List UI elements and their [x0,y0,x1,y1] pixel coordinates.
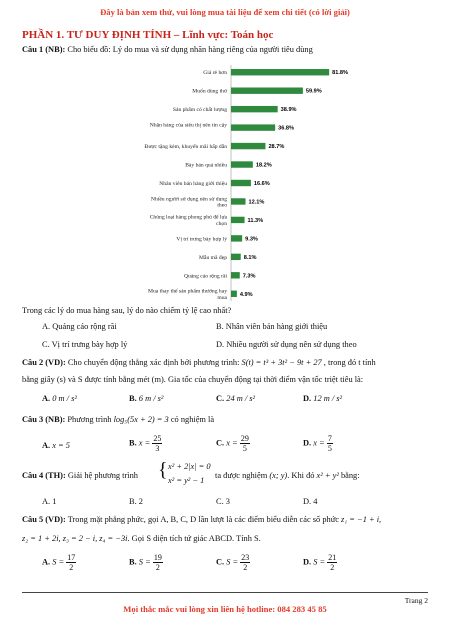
category-label: Sản phẩm có chất lượng [172,107,227,114]
data-label: 36.8% [278,125,295,132]
data-label: 4.9% [239,291,253,298]
option-c[interactable]: C. 3 [216,497,230,506]
option-a[interactable]: A. Quảng cáo rộng rãi [42,322,117,331]
data-label: 18.2% [255,162,272,169]
option-b[interactable]: B. 6 m / s² [129,394,164,403]
data-label: 8.1% [243,254,257,261]
question-label: Câu 2 (VD): [22,358,66,367]
question-text: Cho biểu đồ: Lý do mua và sử dụng nhãn hàng riêng của người tiêu dùng [67,45,313,54]
question-text: Cho chuyển động thẳng xác định bởi phương trình: [67,358,240,367]
category-label: Vị trí trưng bày hợp lý [176,236,227,243]
category-label: Chủng loại hàng phong phú để lựa chọn [149,214,227,228]
data-label: 59.9% [305,88,322,95]
option-d[interactable]: D. 12 m / s² [303,394,343,403]
bar [231,143,265,149]
question-label: Câu 5 (VD): [22,515,66,524]
category-label: Mẫu mã đẹp [199,254,227,261]
option-a[interactable]: A. x = 5 [42,441,70,450]
question-2-line-2: bằng giây (s) và S được tính bằng mét (m). Gia tốc của chuyển động tại thời điểm vận tốc triệt tiêu là: [22,375,364,384]
bar [231,106,278,112]
footer-divider [22,592,428,593]
option-d[interactable]: D. 4 [303,497,318,506]
bar-chart [86,63,366,303]
category-label: Quảng cáo rộng rãi [183,273,227,280]
bar [231,217,245,223]
bar [231,124,275,130]
hotline-footer: Mọi thắc mắc vui lòng xin liên hệ hotline: 084 283 45 85 [123,604,327,614]
equation: S(t) = t³ + 3t² − 9t + 27 [241,358,322,367]
system-equation-1: x² + 2|x| = 0 [168,462,211,471]
data-label: 38.9% [280,107,297,114]
option-b[interactable]: B. x = $\frac{25}{3}$ [129,434,162,453]
data-label: 28.7% [268,144,285,151]
question-5: Câu 5 (VD): Trong mặt phẳng phức, gọi A, B, C, D lần lượt là các điểm biểu diễn các số phức z₁ = −1 + i, [22,515,382,524]
bar [231,272,240,278]
category-label: Nhiều người sử dụng nên sử dụng theo [150,196,227,209]
bar [231,69,329,75]
data-label: 16.6% [253,181,270,187]
data-label: 11.3% [247,217,264,224]
category-label: Muốn dùng thử [192,88,227,95]
question-text: , trong đó t tính [323,358,376,367]
option-a[interactable]: A. S = $\frac{17}{2}$ [42,553,76,572]
question-3: Câu 3 (NB): Phương trình log₅(5x + 2) = 3 có nghiệm là [22,415,215,424]
bar [231,254,241,260]
category-label: Nhân viên bán hàng giới thiệu [159,181,227,187]
option-c[interactable]: C. x = $\frac{29}{5}$ [216,434,249,453]
bar [231,180,251,186]
complex-z1: z₁ = −1 + i, [341,515,382,524]
category-label: Mua thay thế sản phẩm thường hay mua [147,288,227,301]
bar [231,198,246,204]
question-1 [22,45,313,56]
option-c[interactable]: C. S = $\frac{23}{2}$ [216,553,250,572]
category-label: Giá rẻ hơn [203,70,227,77]
option-a[interactable]: A. 0 m / s² [42,394,77,403]
bar [231,87,303,93]
category-label: Bày bán quá nhiều [185,162,227,169]
data-label: 9.3% [245,236,258,243]
option-b[interactable]: B. S = $\frac{19}{2}$ [129,553,162,572]
equation: log₅(5x + 2) = 3 [113,415,169,424]
question-2 [22,358,376,369]
question-5-line-2: z₂ = 1 + 2i, z₃ = 2 − i, z₄ = −3i. Gọi S diện tích tứ giác ABCD. Tính S. [22,534,261,543]
page-number: Trang 2 [404,596,428,605]
option-d[interactable]: D. Nhiều người sử dụng nên sử dụng theo [216,340,357,349]
question-1-prompt: Trong các lý do mua hàng sau, lý do nào chiếm tỷ lệ cao nhất? [22,306,232,315]
option-d[interactable]: D. x = $\frac{7}{5}$ [303,434,332,453]
data-label: 7.3% [242,273,256,280]
section-title: PHẦN 1. TƯ DUY ĐỊNH TÍNH – Lĩnh vực: Toán học [22,29,274,41]
category-label: Được tặng kèm, khuyến mãi hấp dẫn [144,144,227,151]
system-brace: { [158,459,168,481]
bar [231,291,237,297]
question-4-rest: ta được nghiệm (x; y). Khi đó x² + y² bằng: [215,471,360,480]
option-c[interactable]: C. Vị trí trưng bày hợp lý [42,340,128,349]
option-a[interactable]: A. 1 [42,497,57,506]
system-equation-2: x² = y² − 1 [168,476,205,485]
question-4: Câu 4 (TH): Giải hệ phương trình [22,471,138,480]
option-d[interactable]: D. S = $\frac{21}{2}$ [303,553,337,572]
bar [231,161,253,167]
data-label: 81.8% [332,70,349,77]
data-label: 12.1% [248,199,265,206]
option-c[interactable]: C. 24 m / s² [216,394,256,403]
question-label: Câu 3 (NB): [22,415,66,424]
category-label: Nhãn hàng của siêu thị nên tin cậy [149,122,227,129]
question-label: Câu 4 (TH): [22,471,66,480]
question-label: Câu 1 (NB): [22,45,66,54]
bar [231,235,242,241]
preview-notice-header: Đây là bản xem thử, vui lòng mua tài liệu để xem chi tiết (có lời giải) [100,7,350,17]
option-b[interactable]: B. 2 [129,497,143,506]
option-b[interactable]: B. Nhân viên bán hàng giới thiệu [216,322,328,331]
